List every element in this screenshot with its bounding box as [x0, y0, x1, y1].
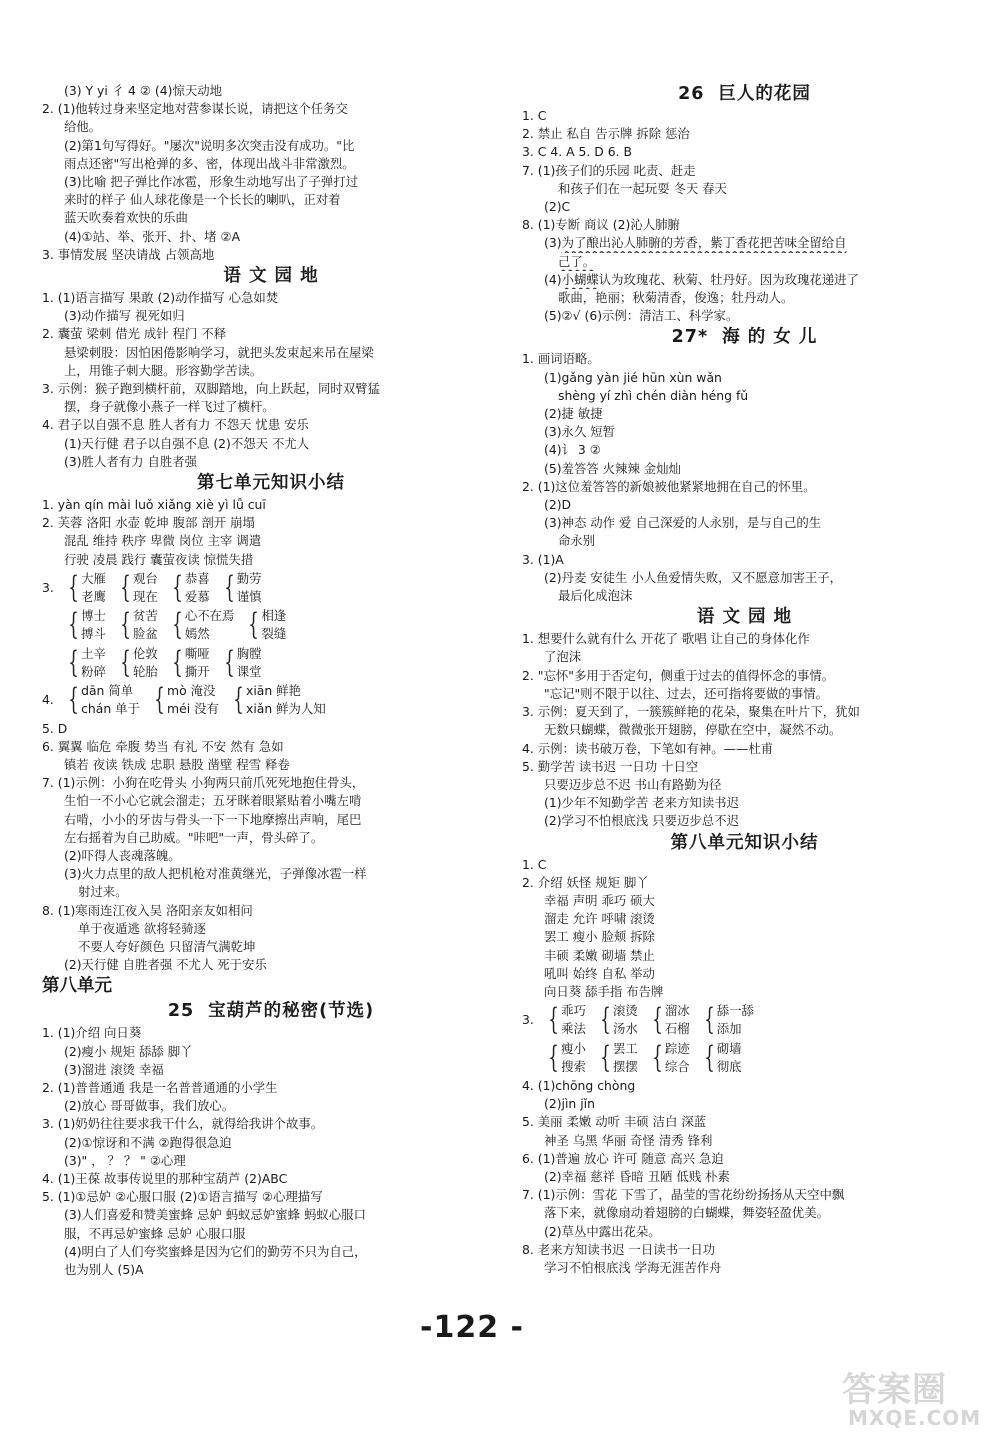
answer-line: (4)明白了人们夸奖蜜蜂是因为它们的勤劳不只为自己，: [64, 1243, 367, 1259]
answer-line: 2. (1)这位羞答答的新娘被他紧紧地拥在自己的怀里。: [522, 478, 816, 494]
answer-line: 4. 示例：读书破万卷，下笔如有神。——杜甫: [522, 740, 774, 756]
answer-line: 镇若 夜读 铁成 忠职 悬股 凿壁 程雪 释卷: [64, 756, 290, 772]
answer-line: (1)少年不知勤学苦 老来方知读书迟: [544, 795, 739, 811]
answer-line: (3)溜进 滚烫 幸福: [64, 1061, 164, 1077]
answer-line: (5)②√ (6)示例：清洁工、科学家。: [544, 308, 739, 324]
word-pair: { 踪迹 综合: [652, 1039, 690, 1075]
answer-line: 雨点还密"写出枪弹的多、密，体现出战斗非常激烈。: [64, 155, 355, 171]
pinyin-line: 4. (1)chōng chòng: [522, 1077, 636, 1093]
section-heading: 语 文 园 地: [223, 266, 319, 287]
answer-line: 3. C 4. A 5. D 6. B: [522, 144, 633, 160]
word-pair: { mò 淹没 méi 没有: [154, 682, 219, 718]
answer-line: (2)放心 哥哥做事，我们放心。: [64, 1098, 235, 1114]
answer-line: (2)草丛中露出花朵。: [544, 1223, 661, 1239]
word-pair: { xiān 鲜艳 xiǎn 鲜为人知: [233, 682, 326, 718]
watermark-cn: 答案圈: [842, 1370, 947, 1410]
answer-line: (2)丹麦 安徒生 小人鱼爱情失败，又不愿意加害王子，: [544, 569, 843, 585]
answer-line: 吼叫 始终 自私 举动: [544, 965, 655, 981]
answer-line: 3. 示例：猴子跑到横杆前，双脚踏地，向上跃起，同时双臂猛: [42, 381, 380, 397]
answer-line: 只要迈步总不迟 书山有路勤为径: [544, 776, 722, 792]
answer-line: 1. (1)介绍 向日葵: [42, 1025, 142, 1041]
lesson-title: 宝葫芦的秘密(节选): [208, 1001, 375, 1022]
answer-line: 1. 画词语略。: [522, 351, 600, 367]
answer-line: (2)学习不怕根底浅 只要迈步总不迟: [544, 813, 739, 829]
answer-line: 向日葵 舔手指 布告牌: [544, 983, 664, 999]
lesson-heading: [522, 325, 967, 350]
answer-line: 了泡沫: [544, 649, 582, 665]
answer-line: 2. 介绍 妖怪 规矩 脚丫: [522, 874, 649, 890]
wavy-underlined-answer: 小蝴蝶: [561, 271, 599, 287]
word-pair: { 滚烫 汤水: [600, 1002, 638, 1038]
answer-line: (4)讠 3 ②: [544, 442, 601, 458]
answer-line: 给他。: [64, 119, 102, 135]
lesson-number: 26: [678, 84, 705, 104]
word-pair: { 勤劳 谨慎: [223, 570, 262, 606]
answer-line: (2)捷 敏捷: [544, 406, 603, 422]
answer-line: 3. (1)奶奶往往要求我干什么，就得给我讲个故事。: [42, 1116, 324, 1132]
answer-line: (1)天行健 君子以自强不息 (2)不怨天 不尤人: [64, 435, 310, 451]
brace-row: [522, 1002, 967, 1038]
lesson-number: 25: [167, 1001, 195, 1022]
answer-line: 右啃，小小的牙齿与骨头一下一下地摩擦出声响，尾巴: [64, 811, 362, 827]
answer-line: 学习不怕根底浅 学海无涯苦作舟: [544, 1259, 722, 1275]
answer-line: (3)为了酿出沁人肺腑的芳香，紫丁香花把苦味全留给自: [544, 235, 847, 251]
answer-line: (3) Y yi 彳 4 ② (4)惊天动地: [64, 83, 223, 98]
answer-line: (2)C: [544, 199, 571, 215]
answer-line: (2)①惊讶和不满 ②跑得很急迫: [64, 1134, 232, 1150]
answer-line: "忘记"则不限于以往、过去，还可指将要做的事情。: [544, 685, 828, 701]
pinyin-line: 1. yàn qín mài luǒ xiǎng xiè yì lǚ cuī: [42, 497, 266, 513]
brace-row: [42, 645, 500, 681]
word-pair: { 瘦小 搜索: [548, 1039, 586, 1075]
answer-line: (2)吓得人丧魂落魄。: [64, 847, 181, 863]
lesson-title: 海 的 女 儿: [722, 327, 818, 348]
answer-line: 3. (1)A: [522, 551, 564, 567]
wavy-underlined-answer: 为了酿出沁人肺腑的芳香，紫丁香花把苦味全留给自: [561, 235, 847, 251]
pinyin-line: (1)gǎng yàn jié hūn xùn wǎn: [544, 369, 722, 385]
word-pair: { 观台 现在: [120, 570, 158, 606]
answer-line: 7. (1)孩子们的乐园 叱责、赶走: [522, 162, 696, 178]
answer-line: (3)比喻 把子弹比作冰雹，形象生动地写出了子弹打过: [64, 174, 359, 190]
answer-line: 来时的样子 仙人球花像是一个长长的喇叭，正对着: [64, 192, 341, 208]
word-pair: { 嘶哑 撕开: [172, 644, 210, 680]
brace-row: [42, 682, 500, 718]
word-pair: { 乖巧 乘法: [548, 1002, 586, 1038]
brace-row: [42, 570, 500, 606]
answer-line: (3)动作描写 视死如归: [64, 308, 185, 324]
lesson-heading: [522, 82, 967, 107]
answer-line: (2)瘦小 规矩 舔舔 脚丫: [64, 1043, 193, 1059]
section-heading: 第七单元知识小结: [197, 473, 345, 494]
pinyin-line: (2)jìn jǐn: [544, 1096, 595, 1112]
section-heading: 第八单元知识小结: [670, 832, 819, 853]
answer-line: 6. (1)普遍 放心 许可 随意 高兴 急迫: [522, 1150, 724, 1166]
answer-line: 无数只蝴蝶，微微张开翅膀，停歇在空中，凝然不动。: [544, 722, 842, 738]
answer-line: 5. D: [42, 720, 68, 736]
word-pair: { 舔一舔 添加: [703, 1002, 754, 1038]
answer-line: 1. C: [522, 108, 547, 123]
answer-line: 1. C: [522, 856, 547, 872]
answer-line: 也为别人 (5)A: [64, 1261, 144, 1277]
lesson-number: 27*: [671, 327, 709, 348]
word-pair: { 土辛 粉碎: [68, 644, 106, 680]
answer-line: 2. 芙蓉 洛阳 水壶 乾坤 腹部 剖开 崩塌: [42, 515, 255, 531]
answer-line: 射过来。: [78, 884, 128, 900]
answer-line: 蓝天吹奏着欢快的乐曲: [64, 210, 188, 226]
item-number: 3.: [522, 1012, 534, 1028]
answer-line: (4)①站、举、张开、扑、堵 ②A: [64, 228, 241, 244]
answer-line: 2. (1)普普通通 我是一名普普通通的小学生: [42, 1079, 278, 1095]
page-number: -122 -: [420, 1310, 524, 1345]
answer-line: 2. "忘怀"多用于否定句，侧重于过去的值得怀念的事情。: [522, 667, 835, 683]
word-pair: { 罢工 摆摆: [600, 1039, 638, 1075]
answer-line: 和孩子们在一起玩耍 冬天 春天: [558, 180, 727, 196]
answer-line: 落下来，就像扇动着翅膀的白蝴蝶，舞姿轻盈优美。: [544, 1205, 829, 1221]
answer-line: 服，不再忌妒蜜蜂 忌妒 心服口服: [64, 1225, 246, 1241]
answer-line: 丰硕 柔嫩 砌墙 禁止: [544, 947, 655, 963]
answer-line: 最后化成泡沫: [558, 588, 633, 604]
answer-line: 混乱 维持 秩序 卑微 岗位 主宰 调遣: [64, 533, 262, 549]
word-pair: { 大雁 老鹰: [68, 570, 106, 606]
answer-line: (5)羞答答 火辣辣 金灿灿: [544, 460, 681, 476]
answer-line: (3)火力点里的敌人把机枪对准黄继光，子弹像冰雹一样: [64, 866, 367, 882]
pinyin-line: shèng yí zhì chén diàn héng fǔ: [558, 387, 749, 403]
right-column: [522, 82, 967, 1277]
word-pair: { 溜冰 石榴: [652, 1002, 690, 1038]
answer-line: 1. (1)语言描写 果敢 (2)动作描写 心急如焚: [42, 290, 279, 306]
answer-line: 8. (1)专断 商议 (2)沁人肺腑: [522, 217, 680, 233]
lesson-heading: [42, 999, 500, 1024]
word-pair: { 恭喜 爱慕: [172, 570, 210, 606]
answer-line: 生怕一不小心它就会溜走；五牙眯着眼紧贴着小嘴左啃: [64, 793, 362, 809]
answer-line: 罢工 瘦小 脸颊 拆除: [544, 929, 655, 945]
answer-line: 悬梁刺股：因怕困倦影响学习，就把头发束起来吊在屋梁: [64, 344, 374, 360]
left-column: [42, 82, 500, 1279]
answer-line: 4. 君子以自强不息 胜人者有力 不怨天 忧患 安乐: [42, 417, 309, 433]
answer-line: 5. 美丽 柔嫩 动听 丰硕 洁白 深蓝: [522, 1114, 707, 1130]
answer-line: 5. 勤学苦 读书迟 一日功 十日空: [522, 758, 699, 774]
unit-heading: 第八单元: [42, 976, 112, 997]
answer-line: 6. 翼翼 临危 牵腹 势当 有礼 不安 然有 急如: [42, 738, 284, 754]
word-pair: { dān 简单 chán 单于: [68, 682, 140, 718]
answer-line: 2. 囊萤 梁刺 借光 成针 程门 不释: [42, 326, 227, 342]
answer-line: 左右摇着为自己助威。"咔吧"一声，骨头碎了。: [64, 829, 324, 845]
answer-line: 单于夜遁逃 欲将轻骑逐: [78, 920, 206, 936]
answer-line: 8. (1)寒雨连江夜入吴 洛阳亲友如相问: [42, 902, 253, 918]
answer-line: 己了。: [558, 253, 596, 269]
item-number: 4.: [42, 692, 54, 708]
answer-line: 2. 禁止 私自 告示牌 拆除 惩治: [522, 126, 690, 142]
answer-line: 7. (1)示例：雪花 下雪了，晶莹的雪花纷纷扬扬从天空中飘: [522, 1187, 845, 1203]
answer-line: 命永别: [558, 533, 596, 549]
answer-line: 摆，身子就像小燕子一样飞过了横杆。: [64, 399, 275, 415]
lesson-title: 巨人的花园: [718, 84, 811, 104]
answer-line: 歌曲，艳丽；秋菊清香，俊逸；牡丹动人。: [558, 290, 794, 306]
item-number: 3.: [42, 579, 54, 595]
answer-line: 溜走 允许 呼啸 滚烫: [544, 911, 655, 927]
word-pair: { 心不在焉 嫣然: [172, 607, 235, 643]
brace-row: [522, 1040, 967, 1076]
answer-line: 3. 事情发展 坚决请战 占领高地: [42, 246, 215, 262]
answer-line: (2)第1句写得好。"屡次"说明多次突击没有成功。"比: [64, 137, 355, 153]
word-pair: { 胸膛 课堂: [223, 644, 262, 680]
answer-line: 4. (1)王葆 故事传说里的那种宝葫芦 (2)ABC: [42, 1170, 288, 1186]
answer-line: (3)神态 动作 爱 自己深爱的人永别，是与自己的生: [544, 515, 822, 531]
answer-line: 2. (1)他转过身来坚定地对营参谋长说，请把这个任务交: [42, 101, 348, 117]
answer-line: (3)胜人者有力 自胜者强: [64, 453, 198, 469]
answer-line: 5. (1)①忌妒 ②心服口服 (2)①语言描写 ②心理描写: [42, 1189, 323, 1205]
brace-row: [42, 607, 500, 643]
answer-line: 行驶 凌晨 践行 囊萤夜读 惊慌失措: [64, 551, 254, 567]
answer-line: 上，用锥子刺大腿。形容勤学苦读。: [64, 362, 263, 378]
section-heading: 语 文 园 地: [696, 607, 793, 628]
answer-line: (2)D: [544, 497, 572, 513]
answer-line: 8. 老来方知读书迟 一日读书一日功: [522, 1241, 716, 1257]
word-pair: { 相逢 裂缝: [248, 607, 287, 643]
watermark-en: MXQE.COM: [848, 1406, 982, 1430]
answer-line: 幸福 声明 乖巧 硕大: [544, 892, 655, 908]
watermark-logo: [842, 1362, 992, 1432]
answer-line: (3)" ， ？ ？ " ②心理: [64, 1152, 186, 1168]
word-pair: { 博士 搏斗: [68, 607, 106, 643]
answer-line: (2)幸福 慈祥 昏暗 丑陋 低贱 朴素: [544, 1168, 730, 1184]
answer-line: (4)小蝴蝶认为玫瑰花、秋菊、牡丹好。因为玫瑰花递进了: [544, 271, 859, 287]
answer-line: 不要人夸好颜色 只留清气满乾坤: [78, 938, 256, 954]
answer-line: (3)永久 短暂: [544, 424, 616, 440]
answer-line: 7. (1)示例：小狗在吃骨头 小狗两只前爪死死地抱住骨头，: [42, 775, 365, 791]
word-pair: { 砌墙 彻底: [703, 1039, 742, 1075]
answer-line: 1. 想要什么就有什么 开花了 歌唱 让自己的身体化作: [522, 631, 810, 647]
answer-line: (2)天行健 自胜者强 不尤人 死于安乐: [64, 957, 267, 973]
word-pair: { 伦敦 轮胎: [120, 644, 158, 680]
answer-line: 3. 示例：夏天到了，一簇簇鲜艳的花朵，聚集在叶片下，犹如: [522, 704, 860, 720]
answer-line: (3)人们喜爱和赞美蜜蜂 忌妒 蚂蚁忌妒蜜蜂 蚂蚁心服口: [64, 1207, 366, 1223]
answer-line: 神圣 乌黑 华丽 奇怪 清秀 锋利: [544, 1132, 713, 1148]
word-pair: { 贫苦 脸盆: [120, 607, 158, 643]
